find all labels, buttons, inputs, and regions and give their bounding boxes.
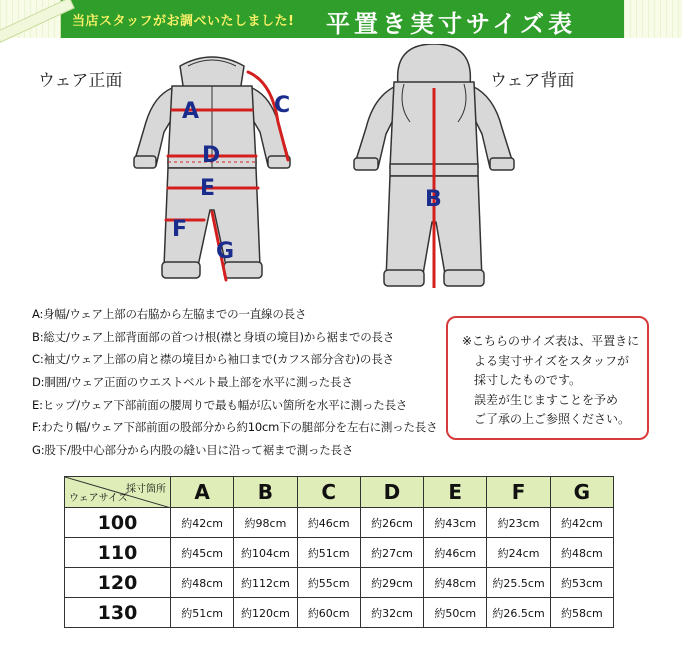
front-garment-illustration: [132, 52, 292, 292]
size-cell: 120: [65, 568, 171, 598]
column-header: C: [297, 477, 360, 508]
description-f: F:わたり幅/ウェア下部前面の股部分から約10cm下の腿部分を左右に測った長さ: [32, 420, 438, 435]
table-row: [65, 598, 614, 628]
value-cell: 約46cm: [297, 508, 360, 538]
value-cell: 約23cm: [487, 508, 550, 538]
value-cell: 約48cm: [171, 568, 234, 598]
table-row: [65, 568, 614, 598]
value-cell: 約55cm: [297, 568, 360, 598]
ruler-decoration: [624, 0, 682, 38]
column-header: F: [487, 477, 550, 508]
header-banner: [0, 0, 682, 38]
column-header: D: [360, 477, 423, 508]
value-cell: 約60cm: [297, 598, 360, 628]
value-cell: 約45cm: [171, 538, 234, 568]
table-header-row: [65, 477, 614, 508]
value-cell: 約98cm: [234, 508, 297, 538]
value-cell: 約42cm: [171, 508, 234, 538]
marker-g: G: [216, 239, 235, 264]
value-cell: 約29cm: [360, 568, 423, 598]
size-cell: 110: [65, 538, 171, 568]
size-table: [64, 476, 614, 628]
value-cell: 約51cm: [297, 538, 360, 568]
measuring-tape-icon: [0, 0, 61, 38]
notice-line: 採寸したものです。: [474, 373, 582, 387]
marker-b: B: [425, 187, 442, 212]
marker-e: E: [200, 176, 216, 201]
value-cell: 約43cm: [424, 508, 487, 538]
value-cell: 約26.5cm: [487, 598, 550, 628]
corner-label-top: 採寸箇所: [126, 484, 166, 495]
description-g: G:股下/股中心部分から内股の縫い目に沿って裾まで測った長さ: [32, 443, 354, 458]
size-cell: 100: [65, 508, 171, 538]
description-b: B:総丈/ウェア上部背面部の首つけ根(襟と身頃の境目)から裾までの長さ: [32, 329, 395, 344]
value-cell: 約32cm: [360, 598, 423, 628]
column-header: A: [171, 477, 234, 508]
value-cell: 約120cm: [234, 598, 297, 628]
header-subtitle: 当店スタッフがお調べいたしました!: [72, 14, 295, 29]
value-cell: 約48cm: [550, 538, 613, 568]
value-cell: 約50cm: [424, 598, 487, 628]
marker-a: A: [182, 99, 200, 124]
column-header: G: [550, 477, 613, 508]
description-a: A:身幅/ウェア上部の右脇から左脇までの一直線の長さ: [32, 307, 307, 321]
table-corner-cell: [65, 477, 171, 508]
table-row: [65, 538, 614, 568]
notice-line: ※こちらのサイズ表は、平置きに: [462, 334, 640, 348]
marker-d: D: [202, 143, 221, 168]
column-header: E: [424, 477, 487, 508]
notice-box: [446, 316, 649, 440]
marker-f: F: [172, 217, 188, 242]
value-cell: 約46cm: [424, 538, 487, 568]
back-view-label: ウェア背面: [490, 71, 575, 91]
value-cell: 約112cm: [234, 568, 297, 598]
front-view-label: ウェア正面: [38, 71, 123, 91]
measurement-descriptions: [32, 303, 452, 462]
size-cell: 130: [65, 598, 171, 628]
value-cell: 約25.5cm: [487, 568, 550, 598]
value-cell: 約27cm: [360, 538, 423, 568]
notice-line: よる実寸サイズをスタッフが: [474, 353, 630, 368]
page-title: 平置き実寸サイズ表: [326, 10, 577, 38]
value-cell: 約51cm: [171, 598, 234, 628]
description-d: D:胴囲/ウェア正面のウエストベルト最上部を水平に測った長さ: [32, 375, 353, 390]
notice-line: ご了承の上ご参照ください。: [474, 412, 631, 426]
description-e: E:ヒップ/ウェア下部前面の腰周りで最も幅が広い箇所を水平に測った長さ: [32, 397, 408, 412]
value-cell: 約48cm: [424, 568, 487, 598]
table-row: [65, 508, 614, 538]
value-cell: 約26cm: [360, 508, 423, 538]
value-cell: 約53cm: [550, 568, 613, 598]
value-cell: 約104cm: [234, 538, 297, 568]
description-c: C:袖丈/ウェア上部の肩と襟の境目から袖口まで(カフス部分含む)の長さ: [32, 352, 394, 367]
value-cell: 約58cm: [550, 598, 613, 628]
value-cell: 約24cm: [487, 538, 550, 568]
corner-label-bottom: ウェアサイズ: [69, 493, 128, 504]
value-cell: 約42cm: [550, 508, 613, 538]
column-header: B: [234, 477, 297, 508]
marker-c: C: [274, 93, 291, 118]
notice-line: 誤差が生じますことを予め: [474, 392, 619, 407]
back-garment-illustration: [350, 44, 520, 294]
